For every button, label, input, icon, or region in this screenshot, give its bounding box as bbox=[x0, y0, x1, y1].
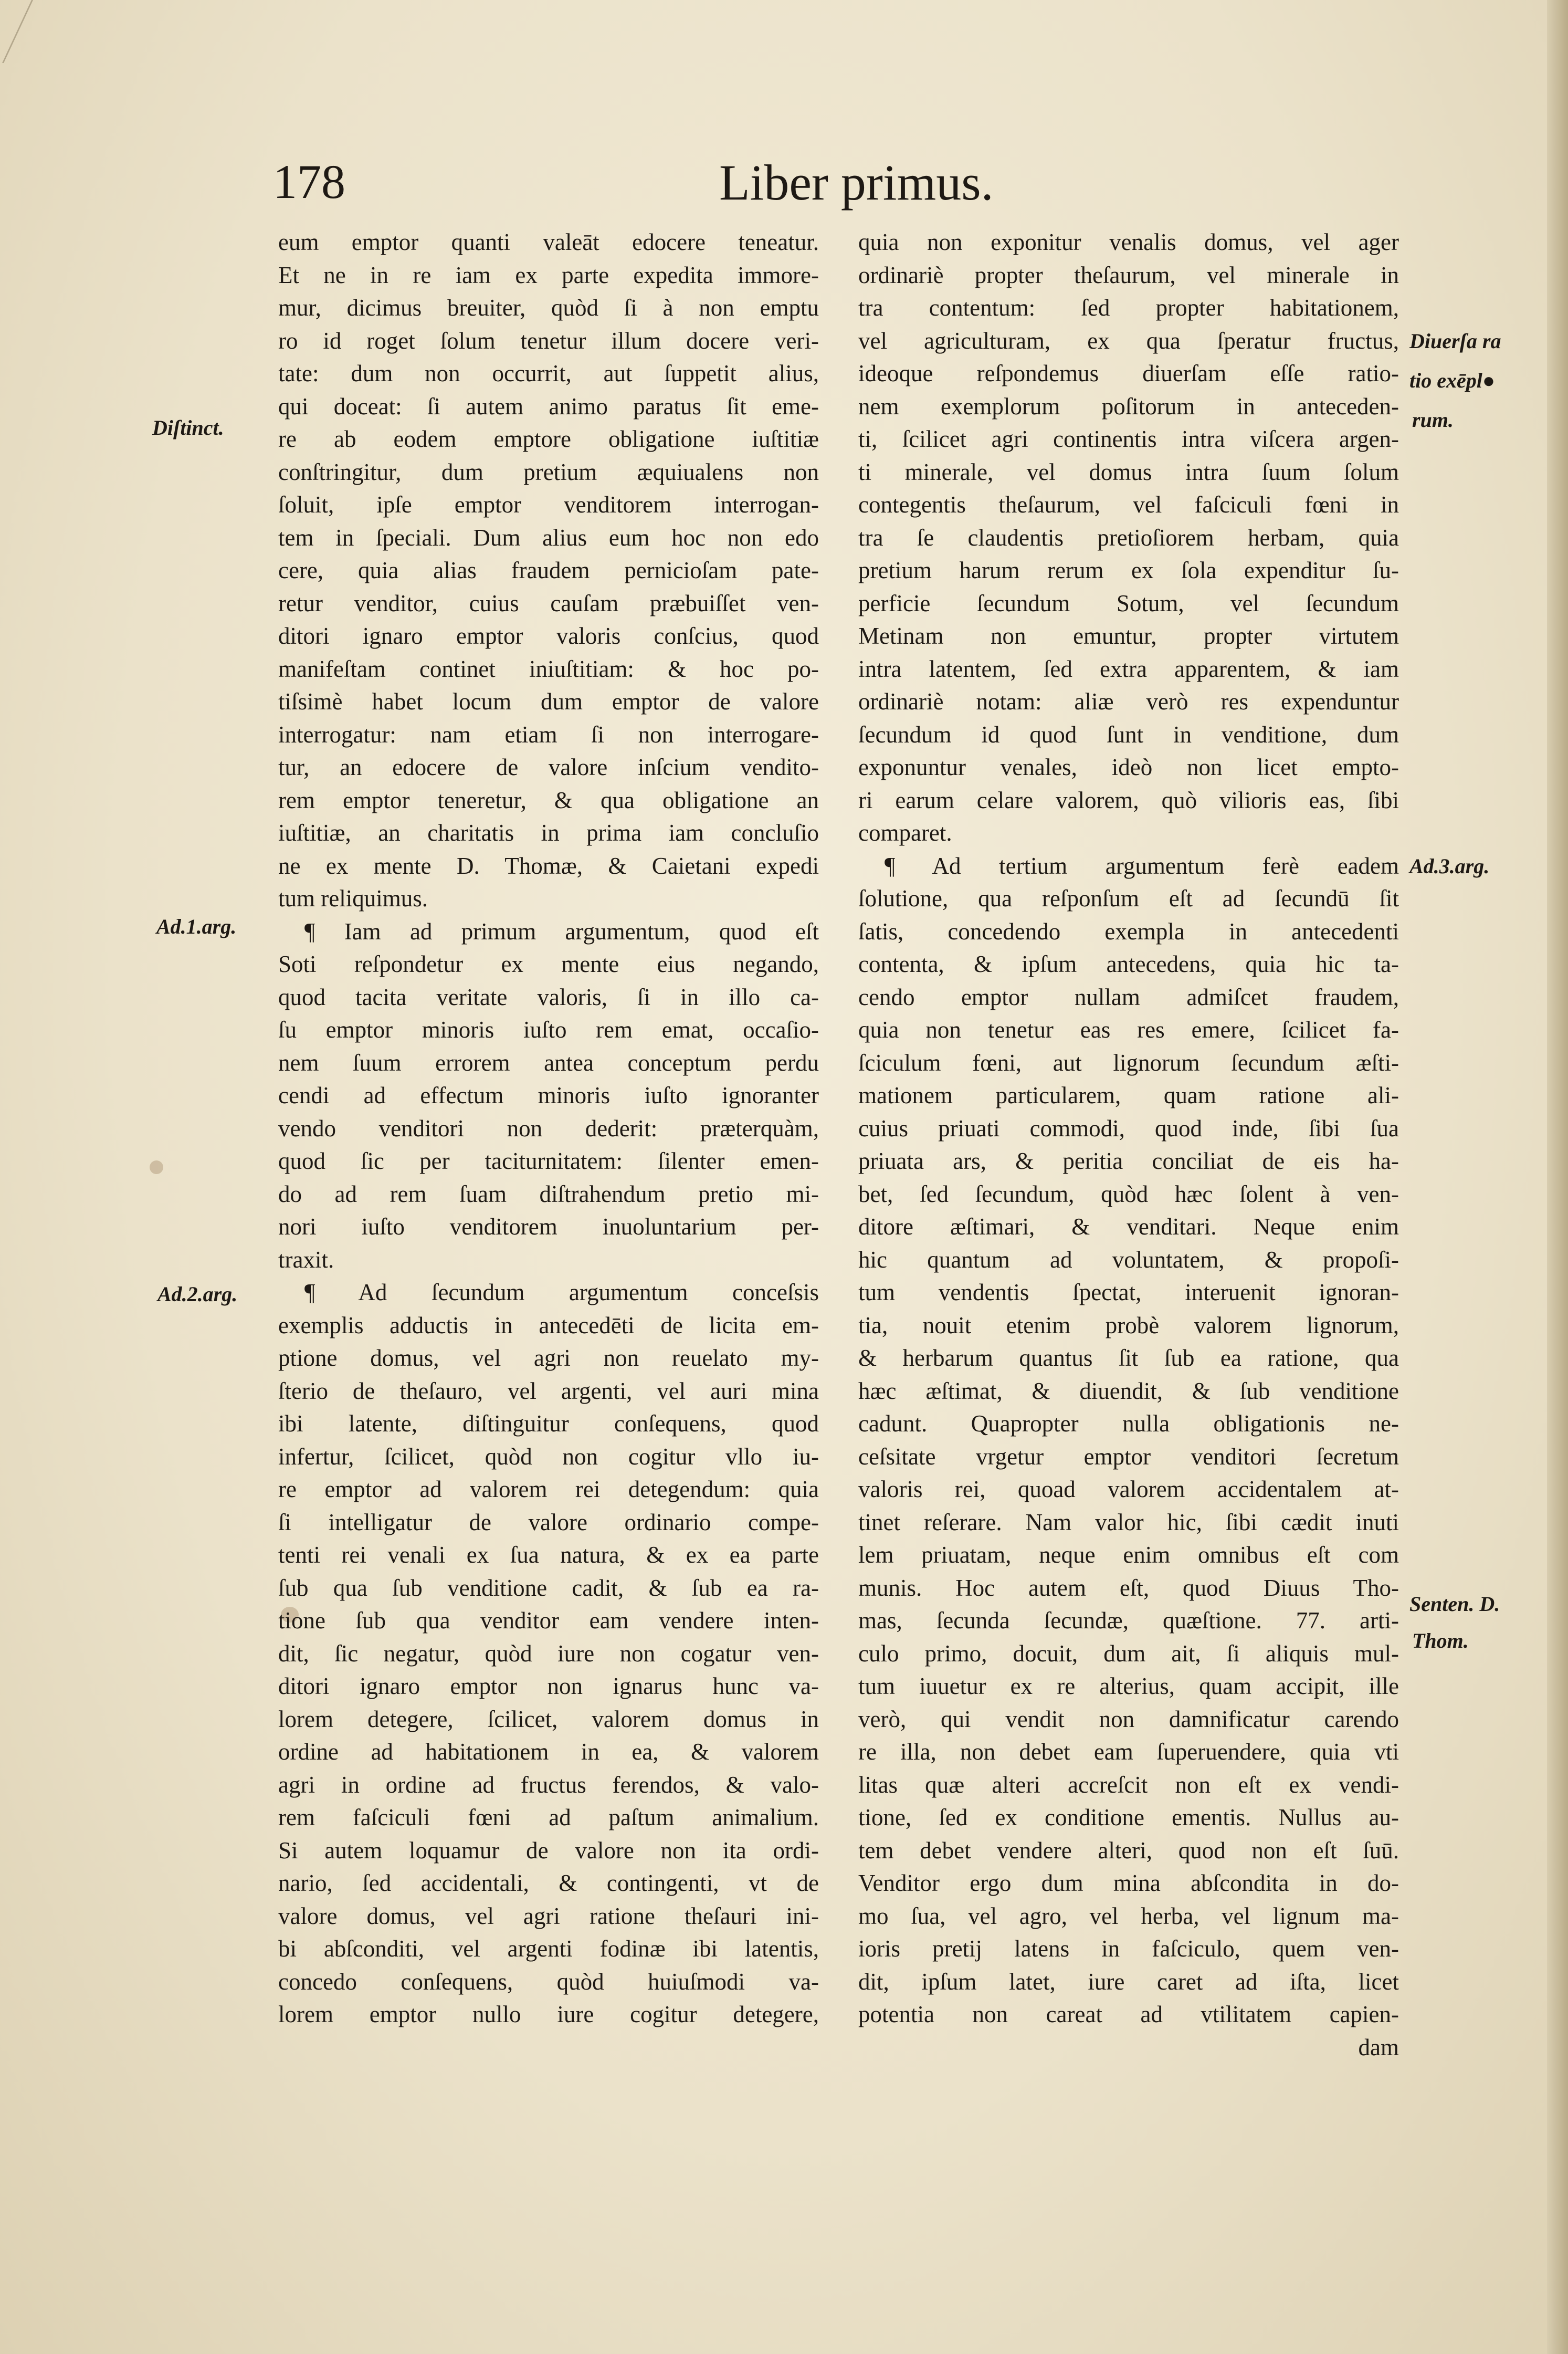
text-line: tiſsimè habet locum dum emptor de valore bbox=[278, 688, 819, 715]
margin-note-distinct: Diſtinct. bbox=[152, 416, 224, 440]
text-line: perficie ſecundum Sotum, vel ſecundum bbox=[858, 590, 1399, 616]
text-line: exponuntur venales, ideò non licet empto- bbox=[858, 754, 1399, 780]
text-line: re illa, non debet eam ſuperuendere, quia vti bbox=[858, 1739, 1399, 1765]
text-line: ordinariè notam: aliæ verò res expenduntur bbox=[858, 688, 1399, 715]
text-line: culo primo, docuit, dum ait, ſi aliquis mul- bbox=[858, 1640, 1399, 1667]
text-line: verò, qui vendit non damnificatur carendo bbox=[858, 1706, 1399, 1732]
text-line: tinet reſerare. Nam valor hic, ſibi cædit inuti bbox=[858, 1509, 1399, 1535]
text-line: conſtringitur, dum pretium æquiualens non bbox=[278, 458, 819, 485]
text-line: ditori ignaro emptor valoris conſcius, quod bbox=[278, 623, 819, 649]
text-line: vendo venditori non dederit: præterquàm, bbox=[278, 1115, 819, 1142]
text-line: infertur, ſcilicet, quòd non cogitur vllo iu- bbox=[278, 1443, 819, 1470]
text-line: re emptor ad valorem rei detegendum: quia bbox=[278, 1476, 819, 1502]
text-line: ſi intelligatur de valore ordinario compe- bbox=[278, 1509, 819, 1535]
text-line: ſu emptor minoris iuſto rem emat, occaſio- bbox=[278, 1017, 819, 1043]
text-line: mationem particularem, quam ratione ali- bbox=[858, 1082, 1399, 1108]
text-line: rem faſciculi fœni ad paſtum animalium. bbox=[278, 1804, 819, 1830]
text-line: nori iuſto venditorem inuoluntarium per- bbox=[278, 1213, 819, 1240]
text-line: rem emptor teneretur, & qua obligatione an bbox=[278, 787, 819, 813]
text-line: tum reliquimus. bbox=[278, 885, 428, 912]
text-line: ¶ Ad ſecundum argumentum conceſsis bbox=[304, 1279, 819, 1305]
text-line: intra latentem, ſed extra apparentem, & iam bbox=[858, 655, 1399, 682]
text-line: Si autem loquamur de valore non ita ordi- bbox=[278, 1837, 819, 1864]
text-line: dit, ſic negatur, quòd iure non cogatur ven- bbox=[278, 1640, 819, 1667]
text-line: quod tacita veritate valoris, ſi in illo ca- bbox=[278, 984, 819, 1010]
text-line: ro id roget ſolum tenetur illum docere veri- bbox=[278, 327, 819, 354]
margin-note-ad-1-arg: Ad.1.arg. bbox=[156, 915, 237, 938]
text-line: pretium harum rerum ex ſola expenditur ſu- bbox=[858, 557, 1399, 583]
text-line: tra ſe claudentis pretioſiorem herbam, quia bbox=[858, 524, 1399, 551]
text-line: eum emptor quanti valeāt edocere teneatur. bbox=[278, 229, 819, 255]
text-line: mur, dicimus breuiter, quòd ſi à non emptu bbox=[278, 295, 819, 321]
text-line: ne ex mente D. Thomæ, & Caietani expedi bbox=[278, 852, 819, 879]
text-line: tum iuuetur ex re alterius, quam accipit, ille bbox=[858, 1673, 1399, 1699]
text-line: manifeſtam continet iniuſtitiam: & hoc po- bbox=[278, 655, 819, 682]
text-line: tione ſub qua venditor eam vendere inten- bbox=[278, 1607, 819, 1634]
text-line: Et ne in re iam ex parte expedita immore- bbox=[278, 261, 819, 288]
text-line: ri earum celare valorem, quò vilioris eas, ſibi bbox=[858, 787, 1399, 813]
text-line: contenta, & ipſum antecedens, quia hic ta- bbox=[858, 951, 1399, 977]
text-line: ordinariè propter theſaurum, vel minerale in bbox=[858, 261, 1399, 288]
text-line: vel agriculturam, ex qua ſperatur fructus, bbox=[858, 327, 1399, 354]
text-line: tem debet vendere alteri, quod non eſt ſuū. bbox=[858, 1837, 1399, 1864]
text-line: mo ſua, vel agro, vel herba, vel lignum ma- bbox=[858, 1902, 1399, 1929]
text-line: do ad rem ſuam diſtrahendum pretio mi- bbox=[278, 1180, 819, 1207]
text-line: Venditor ergo dum mina abſcondita in do- bbox=[858, 1870, 1399, 1896]
text-line: cere, quia alias fraudem pernicioſam pate- bbox=[278, 557, 819, 583]
text-line: hic quantum ad voluntatem, & propoſi- bbox=[858, 1246, 1399, 1273]
text-line: interrogatur: nam etiam ſi non interrogare- bbox=[278, 721, 819, 748]
text-line: lorem detegere, ſcilicet, valorem domus in bbox=[278, 1706, 819, 1732]
right-text-column bbox=[858, 226, 1399, 2064]
text-line: tenti rei venali ex ſua natura, & ex ea parte bbox=[278, 1542, 819, 1568]
text-line: nem ſuum errorem antea conceptum perdu bbox=[278, 1049, 819, 1076]
text-line: ¶ Ad tertium argumentum ferè eadem bbox=[885, 852, 1399, 879]
text-line: ti, ſcilicet agri continentis intra viſcera argen- bbox=[858, 426, 1399, 452]
text-line: qui doceat: ſi autem animo paratus ſit eme- bbox=[278, 393, 819, 420]
text-line: traxit. bbox=[278, 1246, 334, 1273]
folded-corner bbox=[0, 0, 33, 63]
text-line: tra contentum: ſed propter habitationem, bbox=[858, 295, 1399, 321]
text-line: tur, an edocere de valore inſcium vendito- bbox=[278, 754, 819, 780]
text-line: cendi ad effectum minoris iuſto ignoranter bbox=[278, 1082, 819, 1108]
text-line: lorem emptor nullo iure cogitur detegere, bbox=[278, 2001, 819, 2027]
text-line: ceſsitate vrgetur emptor venditori ſecretum bbox=[858, 1443, 1399, 1470]
text-line: comparet. bbox=[858, 820, 952, 846]
page-number: 178 bbox=[273, 155, 345, 208]
text-line: ideoque reſpondemus diuerſam eſſe ratio- bbox=[858, 360, 1399, 386]
text-line: valoris rei, quoad valorem accidentalem at- bbox=[858, 1476, 1399, 1502]
text-line: agri in ordine ad fructus ferendos, & valo- bbox=[278, 1771, 819, 1798]
text-line: concedo conſequens, quòd huiuſmodi va- bbox=[278, 1968, 819, 1995]
margin-note-diuersa-ratio-3: rum. bbox=[1412, 408, 1454, 432]
text-line: tem in ſpeciali. Dum alius eum hoc non edo bbox=[278, 524, 819, 551]
margin-note-ad-3-arg: Ad.3.arg. bbox=[1409, 854, 1490, 878]
text-line: priuata ars, & peritia conciliat de eis ha- bbox=[858, 1148, 1399, 1174]
paper-stain bbox=[150, 1160, 163, 1174]
text-line: bet, ſed ſecundum, quòd hæc ſolent à ven- bbox=[858, 1180, 1399, 1207]
margin-note-diuersa-ratio-1: Diuerſa ra bbox=[1409, 329, 1501, 353]
running-title: Liber primus. bbox=[719, 154, 994, 211]
text-line: ſatis, concedendo exempla in antecedenti bbox=[858, 918, 1399, 945]
page-gutter-shadow bbox=[1547, 0, 1568, 2354]
text-line: Metinam non emuntur, propter virtutem bbox=[858, 623, 1399, 649]
text-line: lem priuatam, neque enim omnibus eſt com bbox=[858, 1542, 1399, 1568]
text-line: hæc æſtimat, & diuendit, & ſub venditione bbox=[858, 1377, 1399, 1404]
text-line: ioris pretij latens in faſciculo, quem ven- bbox=[858, 1935, 1399, 1962]
text-line: bi abſconditi, vel argenti fodinæ ibi latentis, bbox=[278, 1935, 819, 1962]
text-line: potentia non careat ad vtilitatem capien- bbox=[858, 2001, 1399, 2027]
text-line: mas, ſecunda ſecundæ, quæſtione. 77. arti- bbox=[858, 1607, 1399, 1634]
text-line: ſciculum fœni, aut lignorum ſecundum æſti- bbox=[858, 1049, 1399, 1076]
text-line: quod ſic per taciturnitatem: ſilenter emen- bbox=[278, 1148, 819, 1174]
text-line: nem exemplorum poſitorum in anteceden- bbox=[858, 393, 1399, 420]
margin-note-senten-d-2: Thom. bbox=[1412, 1629, 1469, 1652]
text-line: ptione domus, vel agri non reuelato my- bbox=[278, 1345, 819, 1371]
text-line: cendo emptor nullam admiſcet fraudem, bbox=[858, 984, 1399, 1010]
text-line: ordine ad habitationem in ea, & valorem bbox=[278, 1739, 819, 1765]
text-line: ſecundum id quod ſunt in venditione, dum bbox=[858, 721, 1399, 748]
text-line: ¶ Iam ad primum argumentum, quod eſt bbox=[304, 918, 819, 945]
text-line: ſub qua ſub venditione cadit, & ſub ea ra- bbox=[278, 1574, 819, 1601]
text-line: litas quæ alteri accreſcit non eſt ex vendi- bbox=[858, 1771, 1399, 1798]
catchword: dam bbox=[1358, 2034, 1399, 2060]
text-line: nario, ſed accidentali, & contingenti, vt de bbox=[278, 1870, 819, 1896]
text-line: cadunt. Quapropter nulla obligationis ne- bbox=[858, 1410, 1399, 1437]
text-line: cuius priuati commodi, quod inde, ſibi ſua bbox=[858, 1115, 1399, 1142]
text-line: ſoluit, ipſe emptor venditorem interrogan- bbox=[278, 491, 819, 518]
text-line: & herbarum quantus ſit ſub ea ratione, qua bbox=[858, 1345, 1399, 1371]
margin-note-ad-2-arg: Ad.2.arg. bbox=[157, 1282, 238, 1306]
text-line: ti minerale, vel domus intra ſuum ſolum bbox=[858, 458, 1399, 485]
text-line: ſolutione, qua reſponſum eſt ad ſecundū ſit bbox=[858, 885, 1399, 912]
text-line: quia non exponitur venalis domus, vel ager bbox=[858, 229, 1399, 255]
text-line: tione, ſed ex conditione ementis. Nullus au- bbox=[858, 1804, 1399, 1830]
text-line: munis. Hoc autem eſt, quod Diuus Tho- bbox=[858, 1574, 1399, 1601]
text-line: tate: dum non occurrit, aut ſuppetit alius, bbox=[278, 360, 819, 386]
text-line: ibi latente, diſtinguitur conſequens, quod bbox=[278, 1410, 819, 1437]
text-line: Soti reſpondetur ex mente eius negando, bbox=[278, 951, 819, 977]
text-line: dit, ipſum latet, iure caret ad iſta, licet bbox=[858, 1968, 1399, 1995]
left-text-column bbox=[278, 226, 819, 2031]
text-line: exemplis adductis in antecedēti de licita em- bbox=[278, 1312, 819, 1338]
text-line: ditori ignaro emptor non ignarus hunc va- bbox=[278, 1673, 819, 1699]
text-line: tia, nouit etenim probè valorem lignorum, bbox=[858, 1312, 1399, 1338]
text-line: re ab eodem emptore obligatione iuſtitiæ bbox=[278, 426, 819, 452]
text-line: tum vendentis ſpectat, interuenit ignoran- bbox=[858, 1279, 1399, 1305]
text-line: iuſtitiæ, an charitatis in prima iam concluſio bbox=[278, 820, 819, 846]
text-line: ditore æſtimari, & venditari. Neque enim bbox=[858, 1213, 1399, 1240]
margin-note-senten-d-1: Senten. D. bbox=[1409, 1592, 1500, 1616]
text-line: retur venditor, cuius cauſam præbuiſſet ven- bbox=[278, 590, 819, 616]
text-line: ſterio de theſauro, vel argenti, vel auri mina bbox=[278, 1377, 819, 1404]
text-line: valore domus, vel agri ratione theſauri ini- bbox=[278, 1902, 819, 1929]
text-line: quia non tenetur eas res emere, ſcilicet fa- bbox=[858, 1017, 1399, 1043]
margin-note-diuersa-ratio-2: tio exēpl● bbox=[1409, 369, 1496, 392]
text-line: contegentis theſaurum, vel faſciculi fœni in bbox=[858, 491, 1399, 518]
